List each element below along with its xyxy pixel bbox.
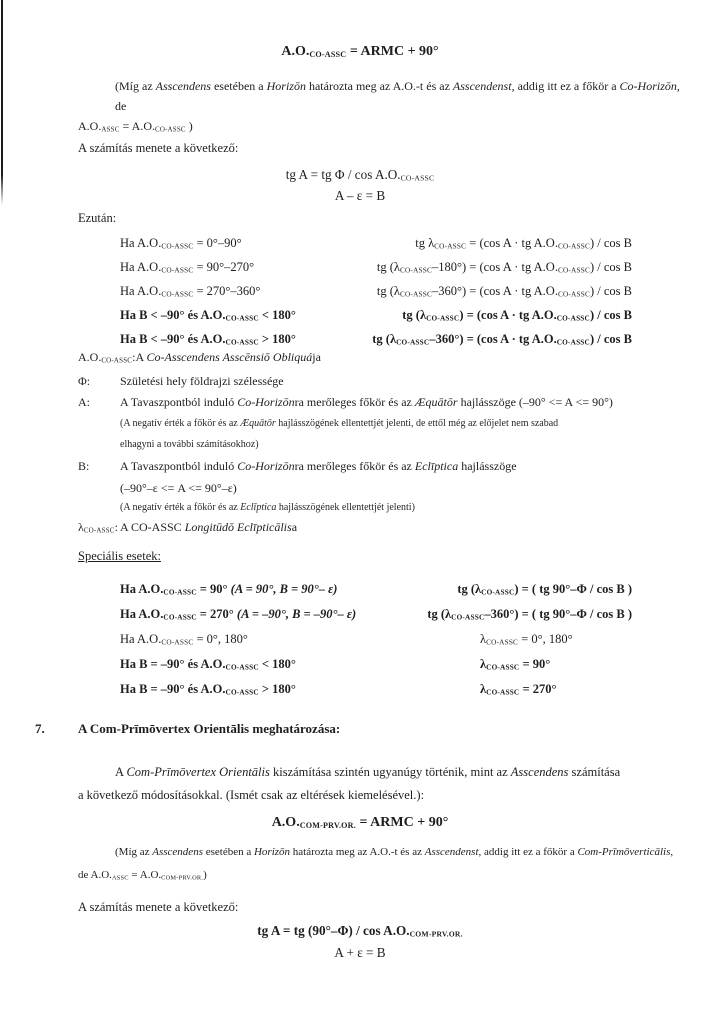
formula-cell: tg $(\lambda_{CO-ASSC}-360^\circ) = (\cos$ A · tg $A.O._{CO-ASSC}$) / cos B	[376, 284, 632, 299]
definition-text: Születési hely földrajzi szélessége	[120, 373, 284, 388]
definition-term: B:	[78, 458, 90, 473]
note-paragraph-2-line-1: (Míg az Asscendens esetében a Horizōn határozta meg az A.O.-t és az Asscendenst, addig itt ez a főkör a Com-Prīmōverticālis,	[115, 846, 674, 858]
table-row	[120, 679, 632, 704]
section-7-paragraph-line-2: a következő módosításokkal. (Ismét csak az eltérések kiemelésével.):	[78, 788, 425, 802]
definition-a-note-line-2: elhagyni a további számításokhoz)	[120, 438, 259, 450]
formula-ao-co-assc: $A.O._{CO-ASSC}$ = ARMC + 90°	[281, 44, 439, 59]
definition-term: $\lambda_{CO-ASSC}$:	[78, 519, 118, 535]
condition-table-1	[120, 233, 632, 353]
table-row	[120, 604, 632, 629]
definition-b-note: (A negatív érték a főkör és az Eclīptica hajlásszögének ellentettjét jelenti)	[120, 501, 415, 513]
table-row	[120, 579, 632, 604]
ezutan-label: Ezután:	[78, 211, 117, 225]
definition-term-spacer	[78, 477, 120, 499]
section-7-paragraph-line-1: A Com-Prīmōvertex Orientālis kiszámítása szintén ugyanúgy történik, mint az Asscendens számítása	[115, 765, 621, 779]
definition-text: A Tavaszpontból induló Co-Horizōnra merőleges főkör és az Æquātōr hajlásszöge (–90° <= A <= 90°)	[120, 394, 613, 409]
definition-text: (–90°–ε <= A <= 90°–ε)	[120, 480, 237, 495]
definition-a-note-line-1: (A negatív érték a főkör és az Æquātōr hajlásszögének ellentettjét jelenti, de ettől még az előjelet nem szabad	[120, 417, 559, 429]
condition-cell: Ha B < –90° és $A.O._{CO-ASSC} < 180^\circ$	[120, 308, 296, 323]
definition-text: A Co-Asscendens Asscēnsiō Obliquája	[135, 350, 321, 364]
formula-tg-a-2: tg A = tg $(90^\circ-\Phi) / \cos A.O._{COM-PRV.OR.}$	[257, 923, 463, 939]
formula-cell: tg $(\lambda_{CO-ASSC}-180^\circ) = (\cos$ A · tg $A.O._{CO-ASSC}$) / cos B	[376, 260, 632, 275]
section-7-paragraph	[78, 761, 680, 807]
table-row	[120, 654, 632, 679]
formula-ao-com-prv-or: $A.O._{COM-PRV.OR.}$ = ARMC + 90°	[271, 815, 449, 830]
formula-cell: tg $\lambda_{CO-ASSC} = (\cos$ A · tg $A.O._{CO-ASSC}$) / cos B	[415, 236, 632, 251]
condition-cell: Ha B = –90° és $A.O._{CO-ASSC} < 180^\circ$	[120, 657, 296, 672]
definition-lambda	[78, 517, 680, 541]
definition-b-range	[78, 477, 680, 499]
condition-cell: Ha $A.O._{CO-ASSC} = 0^\circ$, 180°	[120, 632, 248, 647]
section-number: 7.	[35, 721, 45, 736]
condition-cell: Ha $A.O._{CO-ASSC} = 0^\circ-90^\circ$	[120, 236, 242, 251]
definition-b	[78, 455, 680, 477]
note-paragraph-2	[78, 841, 690, 889]
formula-a-plus-epsilon: A + ε = B	[334, 945, 386, 960]
intro-paragraph-line-1: (Míg az Asscendens esetében a Horizōn határozta meg az A.O.-t és az Asscendenst, addig itt ez a főkör a Co-Horizōn, de	[115, 79, 680, 113]
calculation-steps-label-2: A számítás menete a következő:	[78, 900, 239, 914]
table-row	[120, 629, 632, 654]
formula-cell: tg $(\lambda_{CO-ASSC}-360^\circ)$ = ( tg 90°–Φ / cos B )	[427, 607, 632, 622]
definitions-list	[78, 347, 680, 540]
intro-paragraph-line-2: $A.O._{ASSC} = A.O._{CO-ASSC}$ )	[78, 119, 193, 134]
formula-cell: tg $(\lambda_{CO-ASSC})$ = ( tg 90°–Φ / cos B )	[457, 582, 632, 597]
definition-term: Φ:	[78, 373, 91, 388]
definition-ao	[78, 347, 680, 371]
condition-cell: Ha $A.O._{CO-ASSC} = 270^\circ-360^\circ$	[120, 284, 261, 299]
formula-cell: $\lambda_{CO-ASSC} = 0^\circ$, 180°	[480, 632, 573, 647]
definition-term: $A.O._{CO-ASSC}$:	[78, 350, 136, 365]
definition-term: A:	[78, 394, 90, 409]
note-paragraph-2-line-2: de $A.O._{ASSC} = A.O._{COM-PRV.OR.}$)	[78, 869, 207, 882]
table-row	[120, 257, 632, 281]
section-7-heading	[35, 721, 720, 737]
calculation-steps-label-1: A számítás menete a következő:	[78, 141, 239, 155]
intro-paragraph	[78, 76, 680, 140]
definition-phi	[78, 371, 680, 391]
table-row	[120, 281, 632, 305]
formula-a-minus-epsilon: A – ε = B	[334, 188, 386, 203]
formula-tg-a-1: tg A = tg Φ / $\cos A.O._{CO-ASSC}$	[285, 167, 435, 183]
table-row	[120, 305, 632, 329]
formula-cell: tg $(\lambda_{CO-ASSC}) = (\cos$ A · tg $A.O._{CO-ASSC}$) / cos B	[402, 308, 632, 323]
definition-text: A CO-ASSC Longitūdō Eclīpticālisa	[120, 519, 298, 534]
formula-cell: $\lambda_{CO-ASSC} = 90^\circ$	[480, 657, 551, 672]
condition-cell: Ha $A.O._{CO-ASSC} = 90^\circ-270^\circ$	[120, 260, 255, 275]
definition-a	[78, 391, 680, 413]
definition-text: A Tavaszpontból induló Co-Horizōnra merőleges főkör és az Eclīptica hajlásszöge	[120, 458, 517, 473]
formula-cell: tg $(\lambda_{CO-ASSC}-360^\circ) = (\cos$ A · tg $A.O._{CO-ASSC}$) / cos B	[372, 332, 632, 347]
condition-table-2	[120, 579, 632, 704]
condition-cell: Ha B < –90° és $A.O._{CO-ASSC} > 180^\circ$	[120, 332, 296, 347]
condition-cell: Ha B = –90° és $A.O._{CO-ASSC} > 180^\circ$	[120, 682, 296, 697]
formula-cell: $\lambda_{CO-ASSC} = 270^\circ$	[480, 682, 557, 697]
condition-cell: Ha $A.O._{CO-ASSC} = 270^\circ$ (A = –90°, B = –90°– ε)	[120, 607, 357, 622]
condition-cell: Ha $A.O._{CO-ASSC} = 90^\circ$ (A = 90°, B = 90°– ε)	[120, 582, 338, 597]
section-title: A Com-Prīmōvertex Orientālis meghatározása:	[78, 721, 341, 736]
special-cases-heading: Speciális esetek:	[78, 549, 161, 563]
table-row	[120, 233, 632, 257]
